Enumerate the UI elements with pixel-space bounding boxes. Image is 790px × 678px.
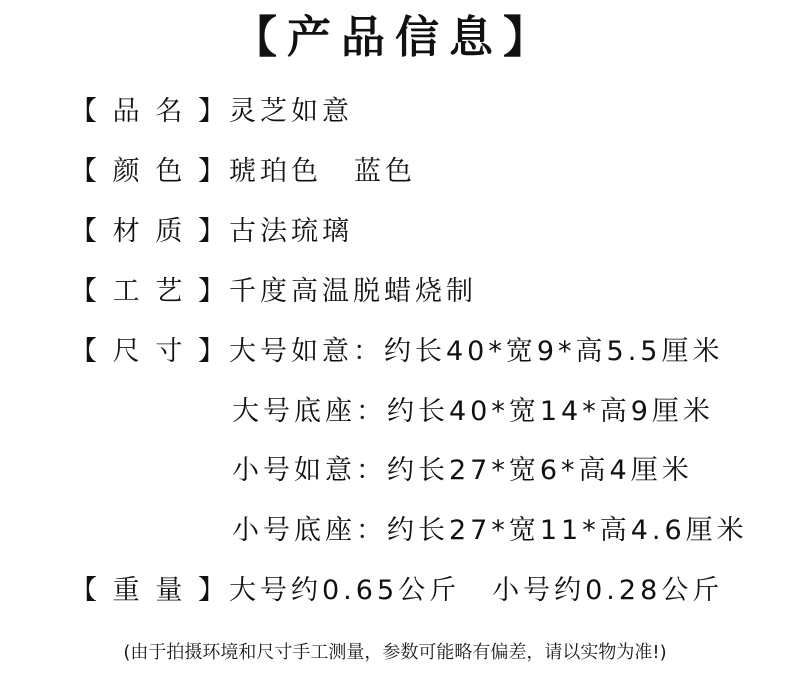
label-char-1: 重 xyxy=(112,574,140,606)
label-char-1: 颜 xyxy=(112,155,140,187)
label-char-2: 质 xyxy=(155,215,183,247)
weight-value-small: 小号约0.28公斤 xyxy=(492,574,724,606)
label-open-bracket: 【 xyxy=(70,95,97,127)
info-row-material xyxy=(70,208,353,248)
row-label xyxy=(70,209,225,248)
label-open-bracket: 【 xyxy=(70,335,97,367)
info-row-name xyxy=(70,88,353,128)
info-row-craft xyxy=(70,268,477,308)
label-close-bracket: 】 xyxy=(197,215,225,247)
craft-value: 千度高温脱蜡烧制 xyxy=(229,275,477,307)
info-row-size-cont xyxy=(228,388,714,428)
label-char-1: 材 xyxy=(112,215,140,247)
size-line-large-base: 大号底座：约长40*宽14*高9厘米 xyxy=(232,395,714,427)
label-close-bracket: 】 xyxy=(197,335,225,367)
info-row-size-cont xyxy=(228,447,693,487)
product-name-value: 灵芝如意 xyxy=(229,95,353,127)
label-close-bracket: 】 xyxy=(197,95,225,127)
info-row-size xyxy=(70,328,723,368)
label-char-2: 量 xyxy=(155,574,183,606)
size-line-large-ruyi: 大号如意：约长40*宽9*高5.5厘米 xyxy=(229,335,724,367)
disclaimer-note: (由于拍摄环境和尺寸手工测量，参数可能略有偏差，请以实物为准!) xyxy=(123,642,667,663)
row-label xyxy=(70,329,225,368)
label-char-2: 寸 xyxy=(155,335,183,367)
info-row-weight xyxy=(70,567,723,607)
label-char-1: 品 xyxy=(112,95,140,127)
label-open-bracket: 【 xyxy=(70,155,97,187)
size-line-small-base: 小号底座：约长27*宽11*高4.6厘米 xyxy=(232,514,748,546)
label-open-bracket: 【 xyxy=(70,275,97,307)
color-value-blue: 蓝色 xyxy=(354,155,416,187)
label-char-2: 色 xyxy=(155,155,183,187)
row-label xyxy=(70,89,225,128)
row-label xyxy=(70,269,225,308)
label-open-bracket: 【 xyxy=(70,215,97,247)
label-close-bracket: 】 xyxy=(197,574,225,606)
row-label xyxy=(70,149,225,188)
material-value: 古法琉璃 xyxy=(229,215,353,247)
color-value-amber: 琥珀色 xyxy=(229,155,322,187)
size-line-small-ruyi: 小号如意：约长27*宽6*高4厘米 xyxy=(232,454,693,486)
row-label xyxy=(70,568,225,607)
label-char-1: 尺 xyxy=(112,335,140,367)
section-title: 【产品信息】 xyxy=(233,12,557,63)
label-close-bracket: 】 xyxy=(197,275,225,307)
label-char-2: 艺 xyxy=(155,275,183,307)
label-char-1: 工 xyxy=(112,275,140,307)
info-row-color xyxy=(70,148,416,188)
label-open-bracket: 【 xyxy=(70,574,97,606)
weight-value-large: 大号约0.65公斤 xyxy=(229,574,461,606)
label-char-2: 名 xyxy=(155,95,183,127)
info-row-size-cont xyxy=(228,507,748,547)
label-close-bracket: 】 xyxy=(197,155,225,187)
